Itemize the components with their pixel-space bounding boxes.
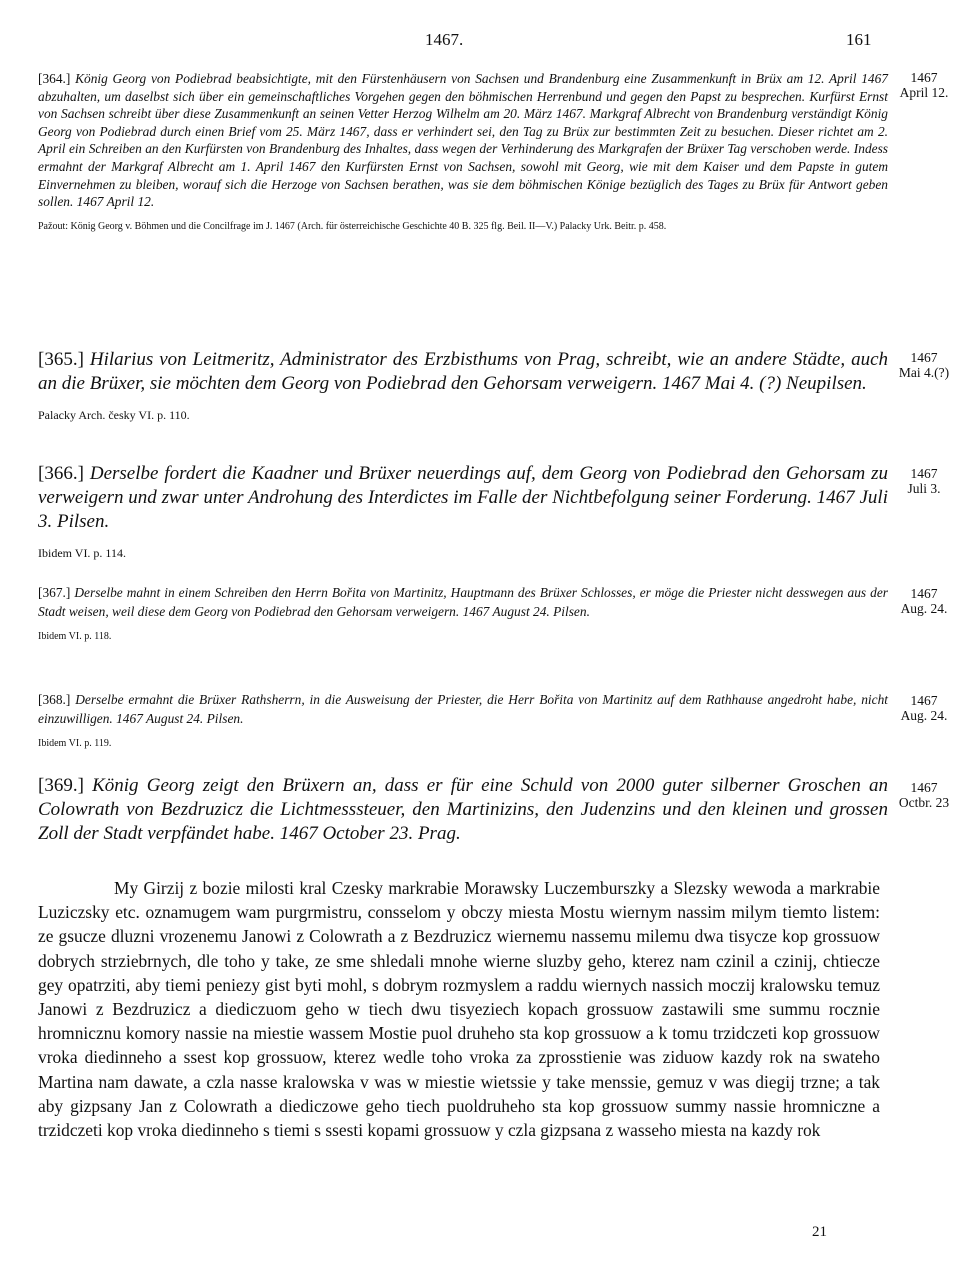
margin-day: Mai 4.(?) [898,365,950,380]
entry-source: Pažout: König Georg v. Böhmen und die Concilfrage im J. 1467 (Arch. für österreichische Geschichte 40 B. 325 flg. Beil. II—V.) Palacky Urk. Beitr. p. 458. [38,220,667,232]
margin-day: Juli 3. [907,481,941,496]
margin-day: Aug. 24. [900,708,948,723]
entry-source: Ibidem VI. p. 114. [38,546,126,560]
margin-year: 1467 [910,780,938,795]
margin-date-366 [893,466,955,496]
charter-text [38,876,880,1142]
margin-date-365 [893,350,955,380]
regest-entry-365 [38,348,888,423]
entry-summary [38,348,888,396]
entry-source: Palacky Arch. česky VI. p. 110. [38,408,190,422]
regest-entry-364 [38,70,888,234]
entry-number: [369.] [38,775,84,796]
regest-entry-368 [38,690,888,751]
margin-year: 1467 [910,70,938,85]
margin-date-368 [893,693,955,723]
margin-day: Aug. 24. [900,601,948,616]
regest-entry-367 [38,583,888,644]
margin-year: 1467 [910,693,938,708]
margin-date-367 [893,586,955,616]
entry-number: [366.] [38,463,84,484]
entry-summary [38,462,888,534]
entry-number: [365.] [38,349,84,370]
entry-summary-text: Derselbe fordert die Kaadner und Brüxer neuerdings auf, dem Georg von Podiebrad den Gehorsam zu verweigern und zwar unter Androhung des Interdictes im Falle der Nichtbefolgung seiner Forderung. 1467 Juli 3. Pilsen. [38,463,888,532]
entry-number: [364.] [38,71,71,86]
margin-date-369 [893,780,955,810]
entry-summary [38,690,888,728]
entry-summary-text: König Georg von Podiebrad beabsichtigte, mit den Fürstenhäusern von Sachsen und Brandenburg eine Zusammenkunft in Brüx am 12. April 1467 abzuhalten, um daselbst sich über ein gemeinschaftliches Vorgehen gegen den böhmischen Herrenbund und gegen den Papst zu besprechen. Kurfürst Ernst von Sachsen schreibt über diese Zusammenkunft an seinen Vetter Herzog Wilhelm am 20. März 1467. Markgraf Albrecht von Brandenburg verständigt König Georg von Podiebrad durch einen Brief vom 25. März 1467, dass er verhindert sei, den Tag zu Brüx zur bestimmten Zeit zu besuchen. Dieser richtet am 2. April ein Schreiben an den Kurfürsten von Brandenburg des Inhaltes, dass wegen der Verhinderung des Markgrafen der Brüxer Tag verschoben werde. Indess ermahnt der Markgraf Albrecht am 1. April 1467 den Kurfürsten Ernst von Sachsen, sowohl mit Georg, wie mit dem Kaiser und dem Papste in gutem Einvernehmen zu bleiben, worauf sich die Herzoge von Sachsen berathen, was sie dem böhmischen Könige bezüglich des Tages zu Brüx für Antwort geben sollen. 1467 April 12. [38,71,888,210]
signature-mark: 21 [812,1224,827,1240]
entry-summary-text: König Georg zeigt den Brüxern an, dass er für eine Schuld von 2000 guter silberner Groschen an Colowrath von Bezdruzicz die Lichtmesssteuer, den Martinizins, den Judenzins und den kleinen und grossen Zoll der Stadt verpfändet habe. 1467 October 23. Prag. [38,775,889,844]
entry-source: Ibidem VI. p. 118. [38,631,112,642]
charter-paragraph: My Girzij z bozie milosti kral Czesky markrabie Morawsky Luczemburszky a Slezsky wewoda a markrabie Luziczsky etc. oznamugem wam purgrmistru, consselom y obczy miesta Mostu wiernym nassim milym tiemto listem: ze gsucze dluzni vrozenemu Janowi z Colowrath a z Bezdruzicz wiernemu nassemu milemu dwa tisycze kop grossuow dobrych strziebrnych, dle toho y take, ze sme shledali mnohe wierne sluzby geho, kterez nam czinil a czinij, chtiecze gey opatrziti, aby tiemi peniezy gist byti mohl, s dobrym rozmyslem a raddu wiernych nassich moczij kralowsku temuz Janowi z Bezdruzicz a diediczuom geho w tiech dwu tisyeziech kopach grossuow zastawili sme summu rocznie hromnicznu komory nassie na miestie wassem Mostie puol druheho sta kop grossuow a k tomu trzidczeti kop grossuow vroka diedinneho a ssest kop grossuow, kterez wedle toho vroka za zprosstienie was ziduow kazdy rok na swateho Martina nam dawate, a czla nasse kralowska v was w miestie wietssie y take menssie, gemuz v was diegij trzne; a tak aby gizpsany Jan z Colowrath a diediczowe geho tiech puoldruheho sta kop grossuow summy nassie hromniczne a trzidczeti kop vroka diedinneho s tiemi s ssesti kopami grossuow y czla gizpsana z wasseho miesta na kazdy rok [38,878,880,1141]
margin-year: 1467 [910,586,938,601]
page-header [0,30,960,56]
margin-date-364 [893,70,955,100]
entry-summary [38,70,888,211]
entry-summary-text: Derselbe mahnt in einem Schreiben den Herrn Bořita von Martinitz, Hauptmann des Brüxer Schlosses, er möge die Priester nicht desswegen aus der Stadt weisen, weil diese dem Georg von Podiebrad den Gehorsam verweigern. 1467 August 24. Pilsen. [38,585,888,619]
entry-summary-text: Derselbe ermahnt die Brüxer Rathsherrn, in die Ausweisung der Priester, die Herr Bořita von Martinitz auf dem Rathhause angedroht habe, nicht einzuwilligen. 1467 August 24. Pilsen. [38,692,888,726]
entry-number: [368.] [38,692,71,707]
margin-year: 1467 [910,466,938,481]
margin-day: Octbr. 23 [898,795,950,810]
entry-summary [38,583,888,621]
header-year: 1467. [425,30,464,49]
page-number: 161 [846,30,872,49]
entry-summary-text: Hilarius von Leitmeritz, Administrator des Erzbisthums von Prag, schreibt, wie an andere Städte, auch an die Brüxer, sie möchten dem Georg von Podiebrad den Gehorsam verweigern. 1467 Mai 4. (?) Neupilsen. [38,349,888,394]
regest-entry-366 [38,462,888,561]
margin-year: 1467 [910,350,938,365]
entry-number: [367.] [38,585,71,600]
entry-summary [38,774,888,846]
margin-day: April 12. [899,85,949,100]
regest-entry-369 [38,774,888,846]
entry-source: Ibidem VI. p. 119. [38,738,112,749]
